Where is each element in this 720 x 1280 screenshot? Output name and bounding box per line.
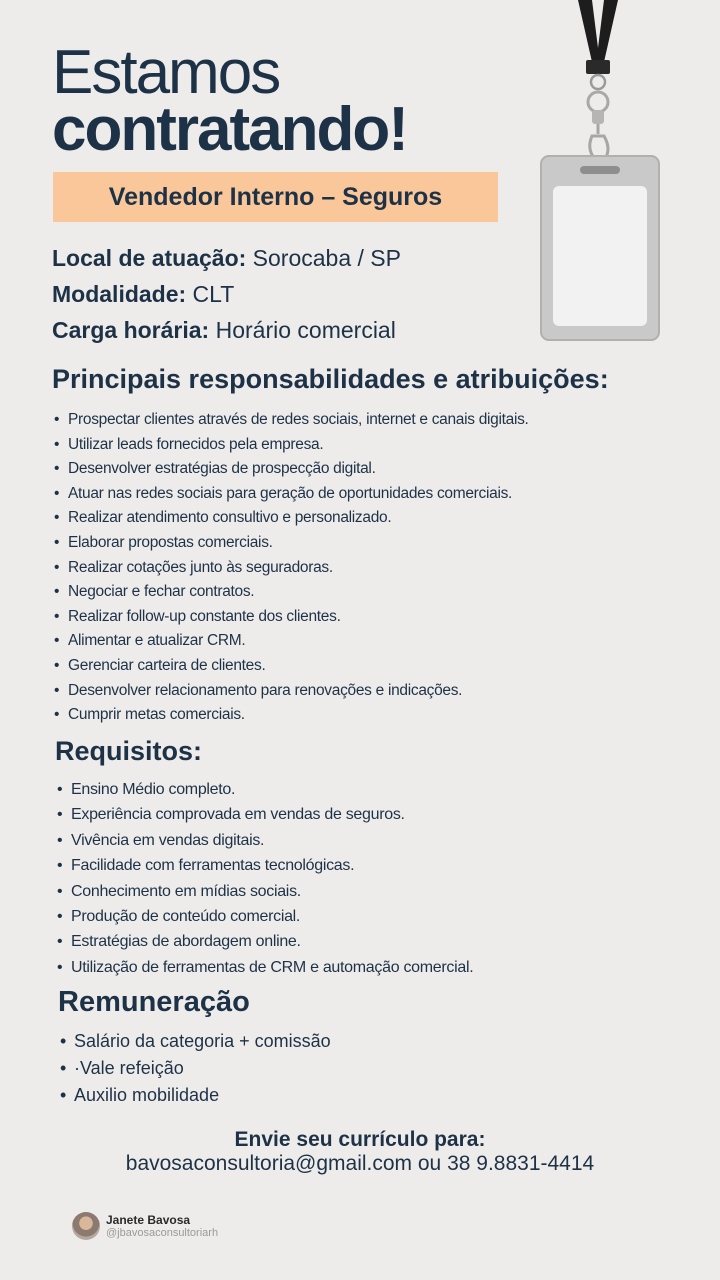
headline-line-1: Estamos	[52, 38, 280, 107]
list-item: • Prospectar clientes através de redes sociais, internet e canais digitais.	[54, 408, 529, 433]
list-item: • Atuar nas redes sociais para geração de oportunidades comerciais.	[54, 482, 529, 507]
list-item: • Realizar cotações junto às seguradoras.	[54, 556, 529, 581]
cta-title: Envie seu currículo para:	[234, 1128, 486, 1151]
info-value: Horário comercial	[209, 317, 396, 343]
author-handle: @jbavosaconsultoriarh	[106, 1227, 219, 1239]
list-item: • ·Vale refeição	[60, 1055, 331, 1082]
list-item: • Produção de conteúdo comercial.	[57, 904, 473, 929]
list-item: • Cumprir metas comerciais.	[54, 703, 529, 728]
list-item: • Auxilio mobilidade	[60, 1082, 331, 1109]
job-info	[52, 240, 401, 348]
list-item: • Ensino Médio completo.	[57, 777, 473, 802]
responsibilities-title: Principais responsabilidades e atribuições:	[52, 364, 609, 394]
list-item: • Utilização de ferramentas de CRM e automação comercial.	[57, 955, 473, 980]
list-item: • Gerenciar carteira de clientes.	[54, 654, 529, 679]
cta-contact: bavosaconsultoria@gmail.com ou 38 9.8831-4414	[125, 1152, 595, 1175]
info-label: Modalidade:	[52, 281, 187, 307]
remuneration-list	[60, 1028, 331, 1109]
requirements-title: Requisitos:	[55, 736, 203, 766]
list-item: • Elaborar propostas comerciais.	[54, 531, 529, 556]
info-label: Local de atuação:	[52, 245, 247, 271]
author-credit	[72, 1212, 218, 1240]
avatar	[72, 1212, 100, 1240]
info-schedule	[52, 312, 401, 348]
remuneration-title: Remuneração	[58, 986, 250, 1018]
headline-line-2: contratando!	[52, 95, 407, 165]
requirements-list	[57, 777, 473, 980]
list-item: • Facilidade com ferramentas tecnológicas.	[57, 853, 473, 878]
list-item: • Realizar atendimento consultivo e personalizado.	[54, 506, 529, 531]
list-item: • Experiência comprovada em vendas de seguros.	[57, 802, 473, 827]
list-item: • Desenvolver estratégias de prospecção digital.	[54, 457, 529, 482]
info-modality	[52, 276, 401, 312]
list-item: • Conhecimento em mídias sociais.	[57, 879, 473, 904]
info-label: Carga horária:	[52, 317, 210, 343]
list-item: • Negociar e fechar contratos.	[54, 580, 529, 605]
info-value: CLT	[186, 281, 235, 307]
role-banner: Vendedor Interno – Seguros	[53, 172, 498, 222]
list-item: • Vivência em vendas digitais.	[57, 828, 473, 853]
list-item: • Estratégias de abordagem online.	[57, 929, 473, 954]
list-item: • Salário da categoria + comissão	[60, 1028, 331, 1055]
responsibilities-list	[54, 408, 529, 728]
list-item: • Utilizar leads fornecidos pela empresa.	[54, 433, 529, 458]
list-item: • Realizar follow-up constante dos clientes.	[54, 605, 529, 630]
list-item: • Alimentar e atualizar CRM.	[54, 629, 529, 654]
info-location	[52, 240, 401, 276]
list-item: • Desenvolver relacionamento para renovações e indicações.	[54, 679, 529, 704]
headline	[52, 38, 407, 165]
info-value: Sorocaba / SP	[246, 245, 401, 271]
author-name: Janete Bavosa	[106, 1213, 191, 1227]
